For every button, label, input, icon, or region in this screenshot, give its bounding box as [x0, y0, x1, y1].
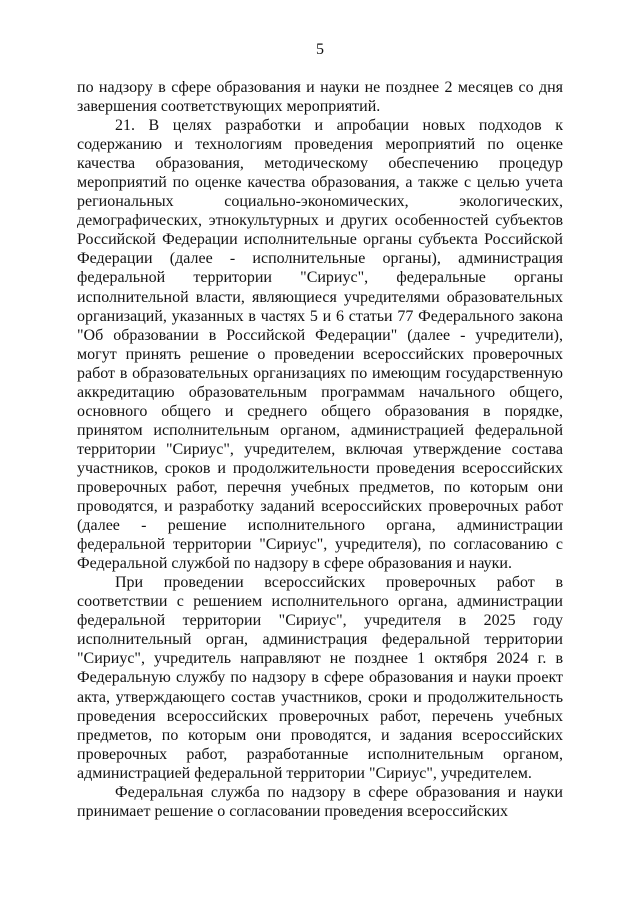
paragraph-continuation: по надзору в сфере образования и науки не позднее 2 месяцев со дня завершения соответствующих мероприятий. — [77, 79, 563, 116]
page-number: 5 — [316, 41, 324, 58]
paragraph-clause-21: 21. В целях разработки и апробации новых подходов к содержанию и технологиям проведения мероприятий по оценке качества образования, методическому обеспечению процедур мероприятий по оценке качества образования, а также с целью учета региональных социально-экономических, экологических, демографических, этнокультурных и других особенностей субъектов Российской Федерации исполнительные органы субъекта Российской Федерации (далее - исполнительные органы), администрация федеральной территории "Сириус", федеральные органы исполнительной власти, являющиеся учредителями образовательных организаций, указанных в частях 5 и 6 статьи 77 Федерального закона "Об образовании в Российской Федерации" (далее - учредители), могут принять решение о проведении всероссийских проверочных работ в образовательных организациях по имеющим государственную аккредитацию образовательным программам начального общего, основного общего и среднего общего образования в порядке, принятом исполнительным органом, администрацией федеральной территории "Сириус", учредителем, включая утверждение состава участников, сроков и продолжительности проведения всероссийских проверочных работ, перечня учебных предметов, по которым они проводятся, и разработку заданий всероссийских проверочных работ (далее - решение исполнительного органа, администрации федеральной территории "Сириус", учредителя), по согласованию с Федеральной службой по надзору в сфере образования и науки. — [77, 117, 563, 573]
paragraph-federal-service-decision: Федеральная служба по надзору в сфере образования и науки принимает решение о согласовании проведения всероссийских — [77, 783, 563, 820]
paragraph-2025-procedure: При проведении всероссийских проверочных работ в соответствии с решением исполнительного органа, администрации федеральной территории "Сириус", учредителя в 2025 году исполнительный орган, администрация федеральной территории "Сириус", учредитель направляют не позднее 1 октября 2024 г. в Федеральную службу по надзору в сфере образования и науки проект акта, утверждающего состав участников, сроки и продолжительность проведения всероссийских проверочных работ, перечень учебных предметов, по которым они проводятся, и задания всероссийских проверочных работ, разработанные исполнительным органом, администрацией федеральной территории "Сириус", учредителем. — [77, 574, 563, 782]
document-body — [77, 78, 563, 821]
